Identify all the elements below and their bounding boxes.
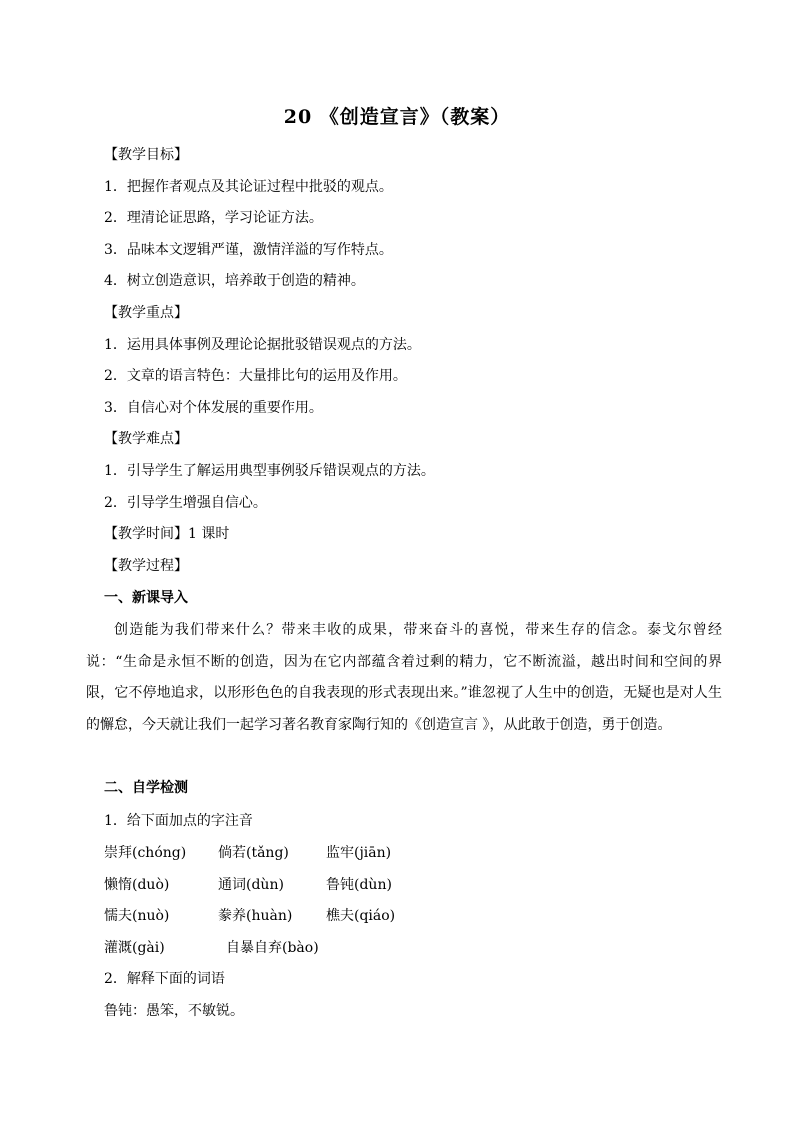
pinyin-item: 通词(dùn) — [218, 877, 284, 893]
objective-item-2: 2．理清论证思路，学习论证方法。 — [104, 210, 323, 226]
pinyin-item: 监牢(jiān) — [326, 845, 392, 861]
pinyin-item: 倘若(tǎng) — [218, 845, 289, 861]
pinyin-item: 自暴自弃(bào) — [226, 940, 319, 956]
objective-item-4: 4．树立创造意识，培养敢于创造的精神。 — [104, 273, 365, 289]
process-heading: 【教学过程】 — [104, 558, 188, 574]
key-point-item-2: 2．文章的语言特色：大量排比句的运用及作用。 — [104, 368, 407, 384]
teaching-time — [104, 524, 229, 544]
objective-item-1: 1．把握作者观点及其论证过程中批驳的观点。 — [104, 179, 393, 195]
difficulty-item-1: 1．引导学生了解运用典型事例驳斥错误观点的方法。 — [104, 463, 435, 479]
definition-item: 鲁钝：愚笨，不敏锐。 — [104, 1003, 244, 1019]
pinyin-item: 豢养(huàn) — [218, 908, 293, 924]
time-heading: 【教学时间】 — [104, 526, 188, 542]
objective-item-3: 3．品味本文逻辑严谨，激情洋溢的写作特点。 — [104, 242, 393, 258]
pinyin-item: 懒惰(duò) — [104, 877, 170, 893]
section2-heading: 二、自学检测 — [104, 780, 188, 796]
pinyin-item: 鲁钝(dùn) — [326, 877, 392, 893]
time-value: 1 课时 — [188, 526, 230, 542]
q2-heading: 2．解释下面的词语 — [104, 971, 225, 987]
key-points-heading: 【教学重点】 — [104, 305, 188, 321]
pinyin-item: 懦夫(nuò) — [104, 908, 170, 924]
pinyin-item: 灌溉(gài) — [104, 940, 165, 956]
key-point-item-3: 3．自信心对个体发展的重要作用。 — [104, 400, 323, 416]
pinyin-item: 崇拜(chóng) — [104, 845, 187, 861]
q1-heading: 1．给下面加点的字注音 — [104, 813, 253, 829]
difficulty-item-2: 2．引导学生增强自信心。 — [104, 495, 267, 511]
page-title: 20 《创造宣言》（教案） — [283, 106, 511, 128]
difficulties-heading: 【教学难点】 — [104, 431, 188, 447]
objectives-heading: 【教学目标】 — [104, 147, 188, 163]
pinyin-item: 樵夫(qiáo) — [326, 908, 396, 924]
key-point-item-1: 1．运用具体事例及理论论据批驳错误观点的方法。 — [104, 337, 421, 353]
section1-paragraph: 创造能为我们带来什么？带来丰收的成果，带来奋斗的喜悦，带来生存的信念。泰戈尔曾经说：“生命是永恒不断的创造，因为在它内部蕴含着过剩的精力，它不断流溢，越出时间和空间的界限，它不停地追求，以形形色色的自我表现的形式表现出来。”谁忽视了人生中的创造，无疑也是对人生的懈怠，今天就让我们一起学习著名教育家陶行知的《创造宣言 》，从此敢于创造，勇于创造。 — [86, 622, 722, 733]
section1-heading: 一、新课导入 — [104, 590, 188, 606]
